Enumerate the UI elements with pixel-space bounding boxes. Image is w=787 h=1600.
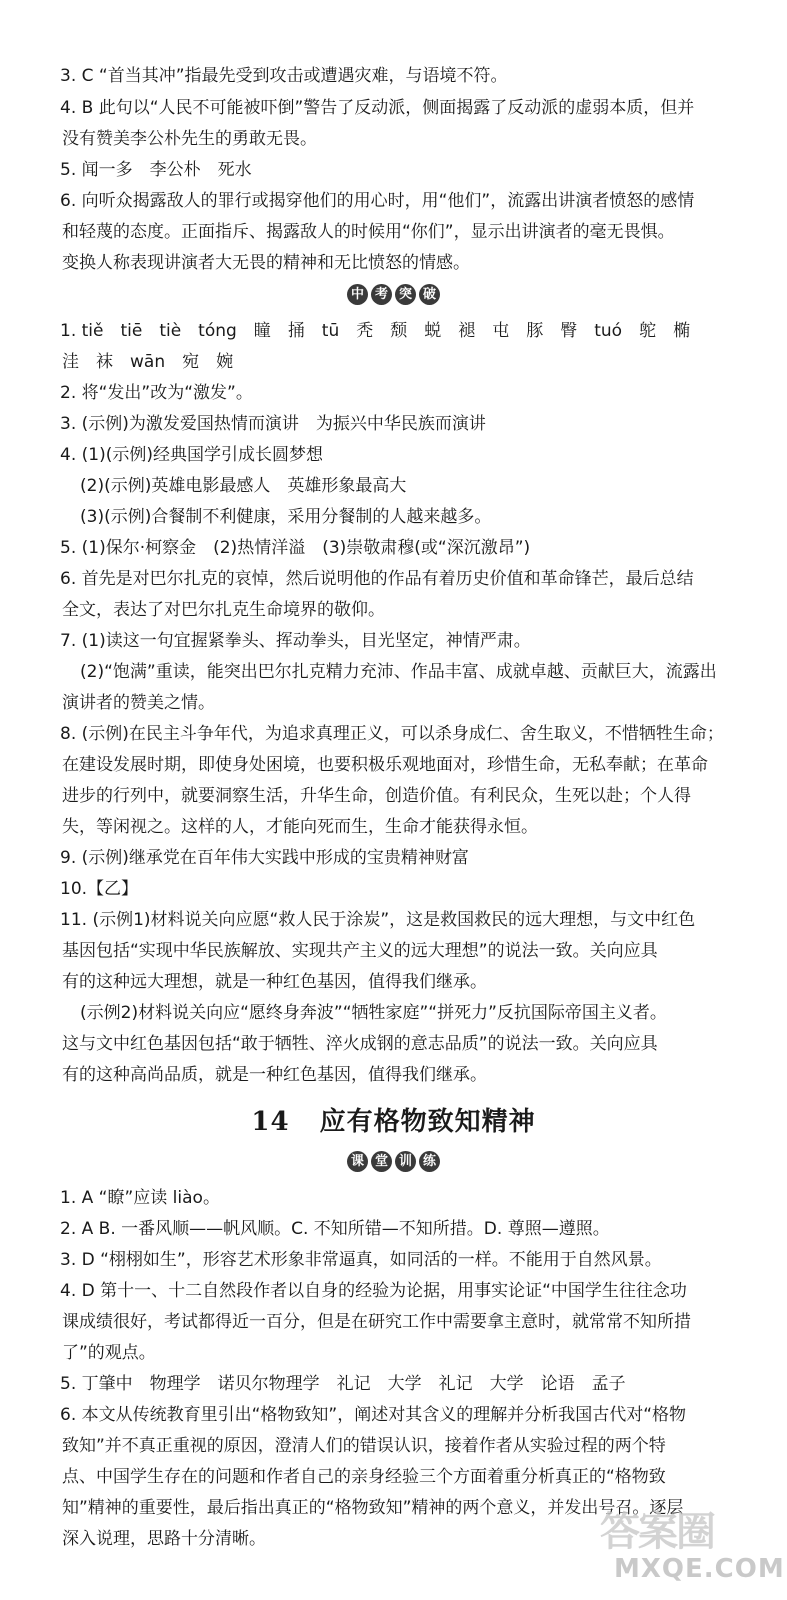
- kt-answer-6-cont-2: 点、中国学生存在的问题和作者自己的亲身经验三个方面着重分析真正的“格物致: [62, 1467, 666, 1487]
- answer-6: 6. 向听众揭露敌人的罪行或揭穿他们的用心时，用“他们”，流露出讲演者愤怒的感情: [60, 191, 695, 211]
- answer-5: 5. 闻一多 李公朴 死水: [60, 160, 252, 180]
- zk-answer-11-ex2: (示例2)材料说关向应“愿终身奔波”“牺牲家庭”“拼死力”反抗国际帝国主义者。: [80, 1003, 667, 1023]
- zk-answer-7: 7. (1)读这一句宜握紧拳头、挥动拳头，目光坚定，神情严肃。: [60, 631, 531, 651]
- zk-answer-11: 11. (示例1)材料说关向应愿“救人民于涂炭”，这是救国救民的远大理想，与文中红色: [60, 910, 696, 930]
- kt-answer-4-cont-2: 了”的观点。: [62, 1343, 156, 1363]
- kt-answer-1: 1. A “瞭”应读 liào。: [60, 1188, 220, 1208]
- kt-answer-4-cont-1: 课成绩很好，考试都得近一百分，但是在研究工作中需要拿主意时，就常常不知所措: [62, 1312, 691, 1332]
- answer-6-cont-2: 变换人称表现讲演者大无畏的精神和无比愤怒的情感。: [62, 253, 470, 273]
- zk-answer-11-ex2-cont-2: 有的这种高尚品质，就是一种红色基因，值得我们继承。: [62, 1065, 487, 1085]
- kt-answer-6: 6. 本文从传统教育里引出“格物致知”，阐述对其含义的理解并分析我国古代对“格物: [60, 1405, 687, 1425]
- section-char: 练: [419, 1151, 440, 1172]
- section-char: 堂: [371, 1151, 392, 1172]
- zk-answer-4-3: (3)(示例)合餐制不利健康，采用分餐制的人越来越多。: [80, 507, 492, 527]
- lesson-title-text: 应有格物致知精神: [319, 1107, 536, 1137]
- zk-answer-6: 6. 首先是对巴尔扎克的哀悼，然后说明他的作品有着历史价值和革命锋芒，最后总结: [60, 569, 694, 589]
- section-char: 课: [347, 1151, 368, 1172]
- zk-answer-9: 9. (示例)继承党在百年伟大实践中形成的宝贵精神财富: [60, 848, 469, 868]
- kt-answer-6-cont-3: 知”精神的重要性，最后指出真正的“格物致知”精神的两个意义，并发出号召。逐层: [62, 1498, 684, 1518]
- zk-answer-6-cont: 全文，表达了对巴尔扎克生命境界的敬仰。: [62, 600, 385, 620]
- watermark-text-bottom: MXQE.COM: [614, 1554, 785, 1584]
- kt-answer-3: 3. D “栩栩如生”，形容艺术形象非常逼真，如同活的一样。不能用于自然风景。: [60, 1250, 662, 1270]
- section-char: 突: [395, 284, 416, 305]
- zk-answer-8-cont-2: 进步的行列中，就要洞察生活，升华生命，创造价值。有利民众，生死以赴；个人得: [62, 786, 691, 806]
- section-char: 破: [419, 284, 440, 305]
- zk-answer-3: 3. (示例)为激发爱国热情而演讲 为振兴中华民族而演讲: [60, 414, 486, 434]
- zk-answer-8-cont-1: 在建设发展时期，即使身处困境，也要积极乐观地面对，珍惜生命，无私奉献；在革命: [62, 755, 708, 775]
- answer-4: 4. B 此句以“人民不可能被吓倒”警告了反动派，侧面揭露了反动派的虚弱本质，但并: [60, 98, 695, 118]
- answer-6-cont-1: 和轻蔑的态度。正面指斥、揭露敌人的时候用“你们”，显示出讲演者的毫无畏惧。: [62, 222, 675, 242]
- zk-answer-1-cont: 洼 袜 wān 宛 婉: [62, 352, 234, 372]
- section-char: 中: [347, 284, 368, 305]
- kt-answer-2: 2. A B. 一番风顺——帆风顺。C. 不知所错—不知所措。D. 尊照—遵照。: [60, 1219, 610, 1239]
- section-char: 考: [371, 284, 392, 305]
- kt-answer-4: 4. D 第十一、十二自然段作者以自身的经验为论据，用事实论证“中国学生往往念功: [60, 1281, 687, 1301]
- zk-answer-2: 2. 将“发出”改为“激发”。: [60, 383, 253, 403]
- watermark-text-top: 答案圈: [600, 1509, 714, 1555]
- watermark-logo: [600, 1509, 785, 1598]
- answer-4-cont: 没有赞美李公朴先生的勇敢无畏。: [62, 129, 317, 149]
- lesson-title: [0, 1101, 787, 1138]
- lesson-number: 14: [251, 1107, 290, 1137]
- zk-answer-7-2: (2)“饱满”重读，能突出巴尔扎克精力充沛、作品丰富、成就卓越、贡献巨大，流露出: [80, 662, 717, 682]
- zk-answer-11-cont-2: 有的这种远大理想，就是一种红色基因，值得我们继承。: [62, 972, 487, 992]
- zk-answer-4: 4. (1)(示例)经典国学引成长圆梦想: [60, 445, 323, 465]
- zk-answer-5: 5. (1)保尔·柯察金 (2)热情洋溢 (3)崇敬肃穆(或“深沉激昂”): [60, 538, 531, 558]
- answer-3: 3. C “首当其冲”指最先受到攻击或遭遇灾难，与语境不符。: [60, 66, 508, 86]
- kt-answer-6-cont-1: 致知”并不真正重视的原因，澄清人们的错误认识，接着作者从实验过程的两个特: [62, 1436, 666, 1456]
- zk-answer-7-2-cont: 演讲者的赞美之情。: [62, 693, 215, 713]
- zk-answer-11-cont-1: 基因包括“实现中华民族解放、实现共产主义的远大理想”的说法一致。关向应具: [62, 941, 658, 961]
- zk-answer-8-cont-3: 失，等闲视之。这样的人，才能向死而生，生命才能获得永恒。: [62, 817, 538, 837]
- zk-answer-10: 10.【乙】: [60, 879, 139, 899]
- zk-answer-1: 1. tiě tiē tiè tóng 瞳 捅 tū 秃 颓 蜕 褪 屯 豚 臀 tuó 鸵 椭: [60, 321, 691, 341]
- zk-answer-4-2: (2)(示例)英雄电影最感人 英雄形象最高大: [80, 476, 407, 496]
- kt-answer-5: 5. 丁肇中 物理学 诺贝尔物理学 礼记 大学 礼记 大学 论语 孟子: [60, 1374, 626, 1394]
- kt-answer-6-cont-4: 深入说理，思路十分清晰。: [62, 1529, 266, 1549]
- section-zhongkao-header: [0, 283, 787, 309]
- zk-answer-8: 8. (示例)在民主斗争年代，为追求真理正义，可以杀身成仁、舍生取义，不惜牺牲生命；: [60, 724, 724, 744]
- section-ketang-header: [0, 1150, 787, 1176]
- zk-answer-11-ex2-cont-1: 这与文中红色基因包括“敢于牺牲、淬火成钢的意志品质”的说法一致。关向应具: [62, 1034, 658, 1054]
- section-char: 训: [395, 1151, 416, 1172]
